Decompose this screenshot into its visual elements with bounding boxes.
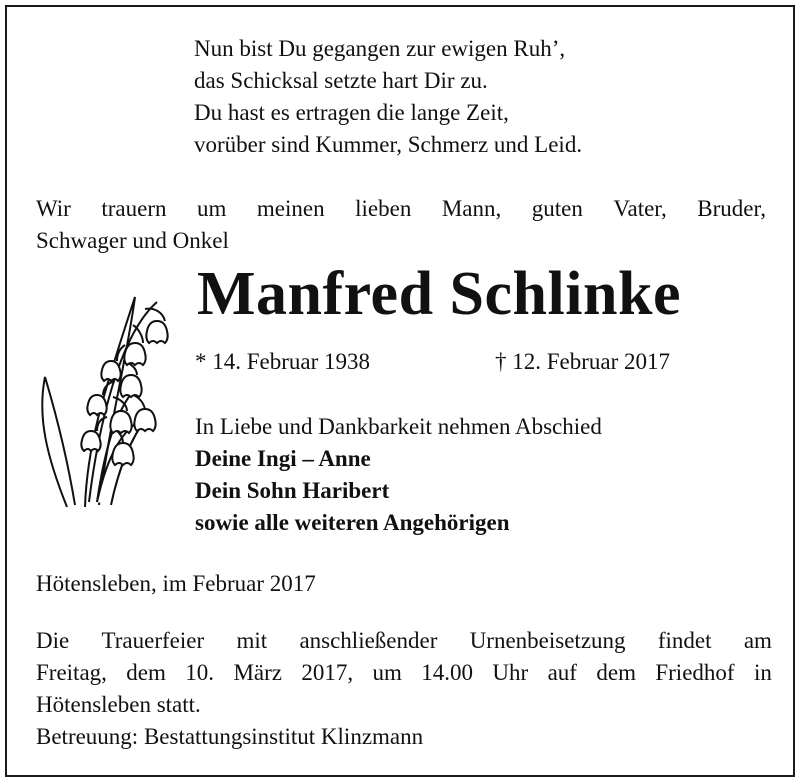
intro-word: Vater, (613, 196, 667, 221)
funeral-line-3: Hötensleben statt. (36, 692, 201, 717)
intro-word: meinen (256, 196, 325, 221)
poem-line: vorüber sind Kummer, Schmerz und Leid. (194, 132, 583, 157)
place-and-date: Hötensleben, im Februar 2017 (36, 571, 316, 596)
funeral-word: findet (657, 628, 712, 653)
deceased-name: Manfred Schlinke (197, 260, 681, 328)
funeral-details (36, 625, 772, 753)
farewell-block (195, 411, 602, 539)
funeral-word: Urnenbeisetzung (469, 628, 626, 653)
funeral-word: dem (596, 660, 636, 685)
mourner-name: Dein Sohn Haribert (195, 478, 390, 503)
funeral-word: 14.00 (421, 660, 474, 685)
mourner-name: sowie alle weiteren Angehörigen (195, 510, 510, 535)
intro-word: Wir (36, 196, 71, 221)
funeral-word: mit (236, 628, 268, 653)
funeral-word: am (743, 628, 772, 653)
funeral-word: Friedhof (655, 660, 735, 685)
intro-word: Bruder, (697, 196, 766, 221)
mourning-intro (36, 193, 766, 257)
funeral-word: auf (547, 660, 577, 685)
mourner-name: Deine Ingi – Anne (195, 446, 371, 471)
funeral-word: Trauerfeier (101, 628, 205, 653)
poem-line: das Schicksal setzte hart Dir zu. (194, 68, 488, 93)
death-date: † 12. Februar 2017 (495, 349, 671, 374)
intro-line-2: Schwager und Onkel (36, 228, 229, 253)
lily-of-the-valley-icon (27, 277, 187, 507)
memorial-poem (194, 33, 582, 161)
intro-word: lieben (355, 196, 412, 221)
funeral-word: in (753, 660, 772, 685)
funeral-word: Uhr (492, 660, 529, 685)
poem-line: Nun bist Du gegangen zur ewigen Ruh’, (194, 36, 566, 61)
intro-word: Mann, (441, 196, 502, 221)
funeral-word: Die (36, 628, 70, 653)
funeral-word: dem (126, 660, 166, 685)
funeral-line-1 (36, 625, 772, 657)
intro-line-1 (36, 193, 766, 225)
undertaker-line: Betreuung: Bestattungsinstitut Klinzmann (36, 724, 424, 749)
birth-date: * 14. Februar 1938 (195, 349, 371, 374)
obituary-notice (5, 5, 795, 777)
farewell-line: In Liebe und Dankbarkeit nehmen Abschied (195, 414, 602, 439)
intro-word: um (197, 196, 227, 221)
poem-line: Du hast es ertragen die lange Zeit, (194, 100, 509, 125)
funeral-line-2 (36, 657, 772, 689)
funeral-word: März (233, 660, 282, 685)
funeral-word: 10. (185, 660, 215, 685)
intro-word: guten (531, 196, 583, 221)
funeral-word: um (372, 660, 402, 685)
funeral-word: anschließender (299, 628, 438, 653)
funeral-word: 2017, (301, 660, 354, 685)
intro-word: trauern (101, 196, 167, 221)
funeral-word: Freitag, (36, 660, 107, 685)
